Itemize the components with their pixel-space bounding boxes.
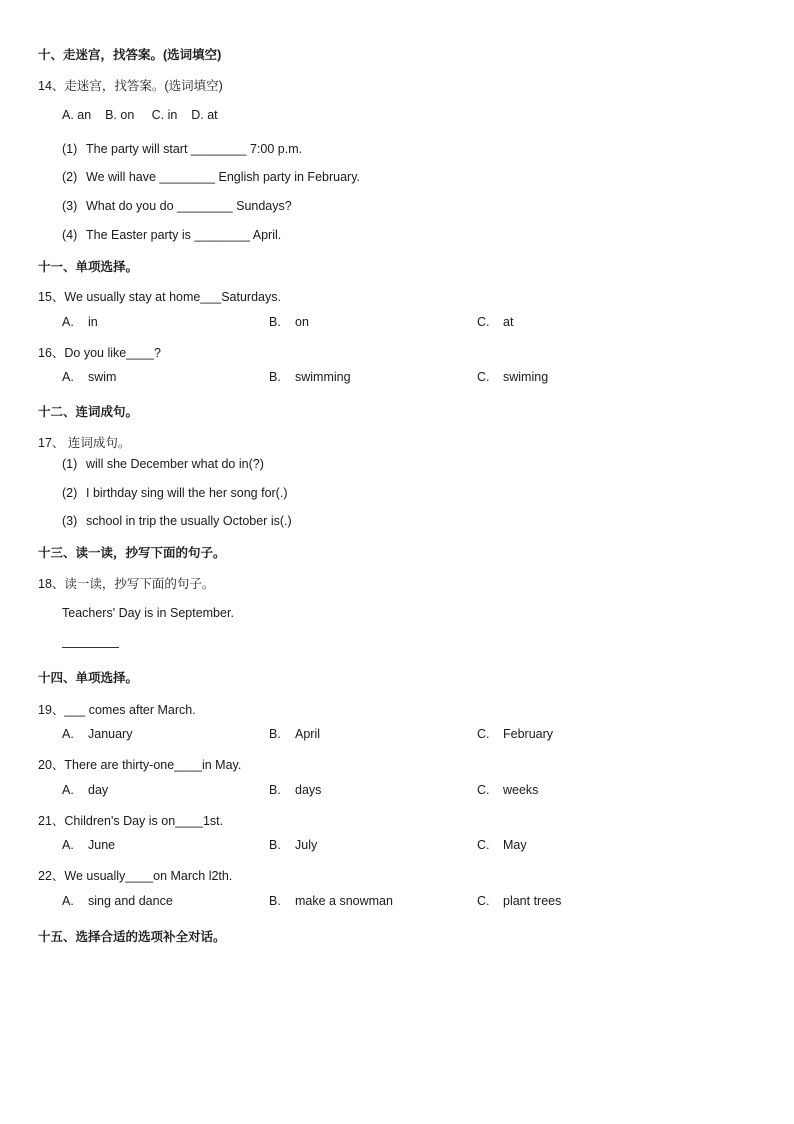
item-text: What do you do ________ Sundays? — [86, 199, 292, 213]
item-text: The Easter party is ________ April. — [86, 228, 282, 242]
question-19-option-b — [269, 726, 320, 742]
option-text: make a snowman — [295, 894, 393, 908]
question-22-option-c — [477, 893, 561, 909]
option-text: June — [88, 838, 116, 852]
option-text: July — [295, 838, 318, 852]
option-text: swiming — [503, 370, 549, 384]
question-19-option-a — [62, 726, 132, 742]
option-label: C. — [477, 838, 490, 852]
option-text: swim — [88, 370, 117, 384]
section-13-title: 十三、读一读，抄写下面的句子。 — [38, 546, 226, 560]
option-text: day — [88, 783, 109, 797]
section-11-title: 十一、单项选择。 — [38, 260, 139, 274]
item-number: (2) — [62, 486, 78, 500]
question-16-option-c — [477, 369, 548, 385]
section-14-title: 十四、单项选择。 — [38, 671, 139, 685]
option-label: A. — [62, 894, 74, 908]
question-17-stem: 17、 连词成句。 — [38, 436, 131, 450]
question-14-word-options: A. an B. on C. in D. at — [62, 108, 218, 122]
answer-blank-line[interactable] — [62, 647, 119, 648]
section-10-title: 十、走迷宫，找答案。(选词填空) — [38, 48, 222, 62]
item-number: (4) — [62, 228, 78, 242]
option-text: April — [295, 727, 321, 741]
question-19-option-c — [477, 726, 553, 742]
option-label: A. — [62, 727, 74, 741]
question-16-option-a — [62, 369, 116, 385]
question-17-item-2 — [62, 485, 287, 501]
option-text: in — [88, 315, 98, 329]
question-20-option-b — [269, 782, 321, 798]
item-text: I birthday sing will the her song for(.) — [86, 486, 288, 500]
question-22-option-a — [62, 893, 173, 909]
option-label: A. — [62, 315, 74, 329]
question-17-item-1 — [62, 456, 264, 472]
option-text: sing and dance — [88, 894, 173, 908]
question-14-item-3 — [62, 198, 292, 214]
question-20-option-a — [62, 782, 108, 798]
question-17-item-3 — [62, 513, 292, 529]
question-20-option-c — [477, 782, 538, 798]
item-number: (3) — [62, 514, 78, 528]
option-label: B. — [269, 315, 281, 329]
question-14-stem: 14、走迷宫，找答案。(选词填空) — [38, 79, 223, 93]
question-21-option-a — [62, 837, 115, 853]
option-label: C. — [477, 783, 490, 797]
option-label: C. — [477, 370, 490, 384]
option-label: C. — [477, 315, 490, 329]
question-22-stem: 22、We usually____on March l2th. — [38, 869, 233, 883]
question-14-item-1 — [62, 141, 302, 157]
option-label: B. — [269, 894, 281, 908]
option-label: A. — [62, 838, 74, 852]
question-20-stem: 20、There are thirty-one____in May. — [38, 758, 242, 772]
option-label: B. — [269, 783, 281, 797]
option-text: swimming — [295, 370, 351, 384]
option-label: B. — [269, 727, 281, 741]
option-label: C. — [477, 894, 490, 908]
option-label: B. — [269, 838, 281, 852]
item-number: (1) — [62, 457, 78, 471]
item-text: will she December what do in(?) — [86, 457, 264, 471]
question-15-option-b — [269, 314, 309, 330]
question-16-stem: 16、Do you like____? — [38, 346, 161, 360]
question-15-stem: 15、We usually stay at home___Saturdays. — [38, 290, 281, 304]
option-label: A. — [62, 783, 74, 797]
option-label: C. — [477, 727, 490, 741]
question-16-option-b — [269, 369, 351, 385]
option-text: January — [88, 727, 133, 741]
question-18-stem: 18、读一读，抄写下面的句子。 — [38, 577, 215, 591]
question-18-sentence: Teachers' Day is in September. — [62, 606, 234, 620]
option-label: A. — [62, 370, 74, 384]
question-15-option-c — [477, 314, 513, 330]
option-text: weeks — [503, 783, 539, 797]
item-text: The party will start ________ 7:00 p.m. — [86, 142, 303, 156]
section-15-title: 十五、选择合适的选项补全对话。 — [38, 930, 226, 944]
question-22-option-b — [269, 893, 393, 909]
item-text: We will have ________ English party in February. — [86, 170, 360, 184]
question-14-item-4 — [62, 227, 281, 243]
option-text: days — [295, 783, 322, 797]
item-number: (3) — [62, 199, 78, 213]
question-21-stem: 21、Children's Day is on____1st. — [38, 814, 224, 828]
option-label: B. — [269, 370, 281, 384]
option-text: at — [503, 315, 514, 329]
question-19-stem: 19、___ comes after March. — [38, 703, 196, 717]
item-number: (1) — [62, 142, 78, 156]
question-21-option-b — [269, 837, 317, 853]
question-21-option-c — [477, 837, 527, 853]
section-12-title: 十二、连词成句。 — [38, 405, 139, 419]
option-text: February — [503, 727, 554, 741]
option-text: on — [295, 315, 309, 329]
question-15-option-a — [62, 314, 98, 330]
option-text: May — [503, 838, 527, 852]
question-14-item-2 — [62, 169, 360, 185]
option-text: plant trees — [503, 894, 562, 908]
item-text: school in trip the usually October is(.) — [86, 514, 292, 528]
item-number: (2) — [62, 170, 78, 184]
